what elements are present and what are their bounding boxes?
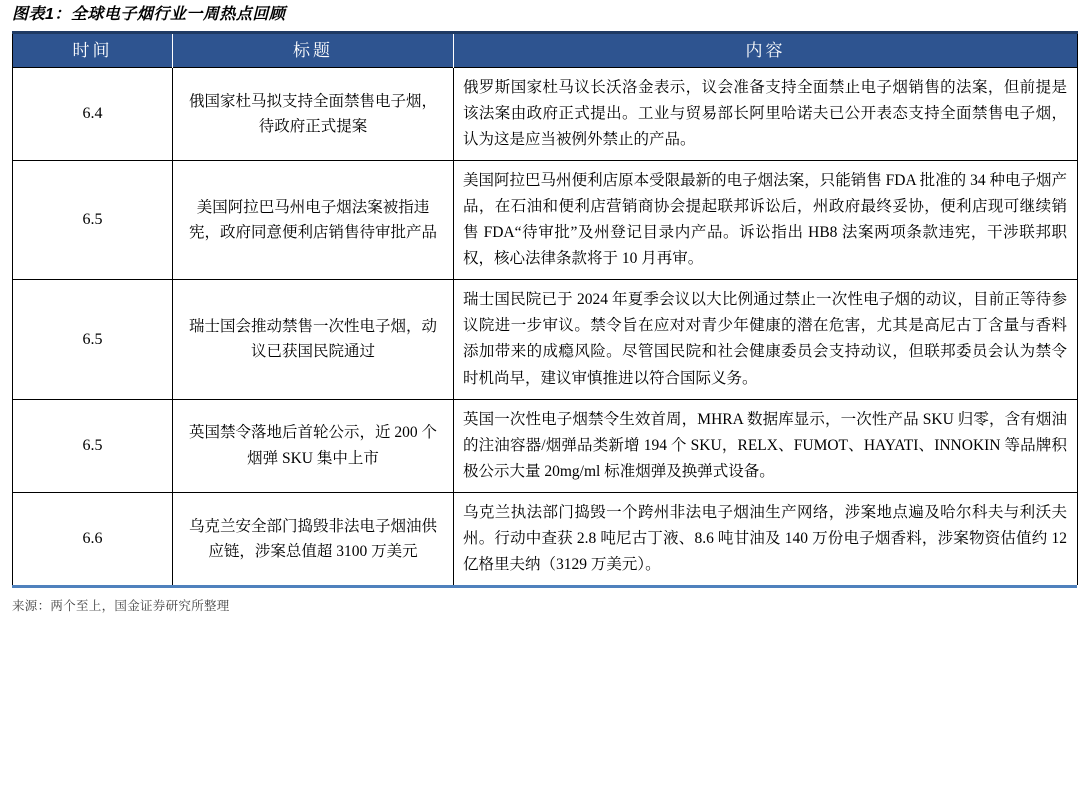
cell-content: 瑞士国民院已于 2024 年夏季会议以大比例通过禁止一次性电子烟的动议，目前正等待参议院进一步审议。禁令旨在应对对青少年健康的潜在危害，尤其是高尼古丁含量与香料添加带来的成瘾风险。尽管国民院和社会健康委员会支持动议，但联邦委员会认为禁令时机尚早，建议审慎推进以符合国际义务。	[454, 280, 1078, 399]
column-header-body: 内容	[454, 33, 1078, 68]
table-row	[13, 68, 1078, 161]
cell-content: 乌克兰执法部门捣毁一个跨州非法电子烟油生产网络，涉案地点遍及哈尔科夫与利沃夫州。行动中查获 2.8 吨尼古丁液、8.6 吨甘油及 140 万份电子烟香料，涉案物资估值约 12 亿格里夫纳（3129 万美元）。	[454, 492, 1078, 585]
cell-content: 美国阿拉巴马州便利店原本受限最新的电子烟法案，只能销售 FDA 批准的 34 种电子烟产品，在石油和便利店营销商协会提起联邦诉讼后，州政府最终妥协，便利店现可继续销售 FDA“待审批”及州登记目录内产品。诉讼指出 HB8 法案两项条款违宪，干涉联邦职权，核心法律条款将于 10 月再审。	[454, 161, 1078, 280]
cell-title: 乌克兰安全部门捣毁非法电子烟油供应链，涉案总值超 3100 万美元	[173, 492, 454, 585]
table-row	[13, 161, 1078, 280]
table-row	[13, 399, 1078, 492]
cell-time: 6.5	[13, 161, 173, 280]
table-header	[13, 33, 1078, 68]
column-header-title: 标题	[173, 33, 454, 68]
cell-title: 美国阿拉巴马州电子烟法案被指违宪，政府同意便利店销售待审批产品	[173, 161, 454, 280]
cell-time: 6.6	[13, 492, 173, 585]
table-header-row	[13, 33, 1078, 68]
cell-time: 6.5	[13, 399, 173, 492]
cell-content: 俄罗斯国家杜马议长沃洛金表示，议会准备支持全面禁止电子烟销售的法案，但前提是该法案由政府正式提出。工业与贸易部长阿里哈诺夫已公开表态支持全面禁售电子烟，认为这是应当被例外禁止的产品。	[454, 68, 1078, 161]
table-row	[13, 492, 1078, 585]
source-note: 来源：两个至上，国金证券研究所整理	[12, 598, 230, 613]
cell-title: 瑞士国会推动禁售一次性电子烟，动议已获国民院通过	[173, 280, 454, 399]
table-row	[13, 280, 1078, 399]
cell-content: 英国一次性电子烟禁令生效首周，MHRA 数据库显示，一次性产品 SKU 归零，含有烟油的注油容器/烟弹品类新增 194 个 SKU，RELX、FUMOT、HAYATI、INNOKIN 等品牌积极公示大量 20mg/ml 标准烟弹及换弹式设备。	[454, 399, 1078, 492]
cell-time: 6.4	[13, 68, 173, 161]
cell-title: 俄国家杜马拟支持全面禁售电子烟，待政府正式提案	[173, 68, 454, 161]
table-body	[13, 68, 1078, 585]
hotspot-table	[12, 31, 1078, 585]
cell-title: 英国禁令落地后首轮公示，近 200 个烟弹 SKU 集中上市	[173, 399, 454, 492]
cell-time: 6.5	[13, 280, 173, 399]
page-title: 图表1：全球电子烟行业一周热点回顾	[12, 6, 286, 23]
column-header-time: 时间	[13, 33, 173, 68]
